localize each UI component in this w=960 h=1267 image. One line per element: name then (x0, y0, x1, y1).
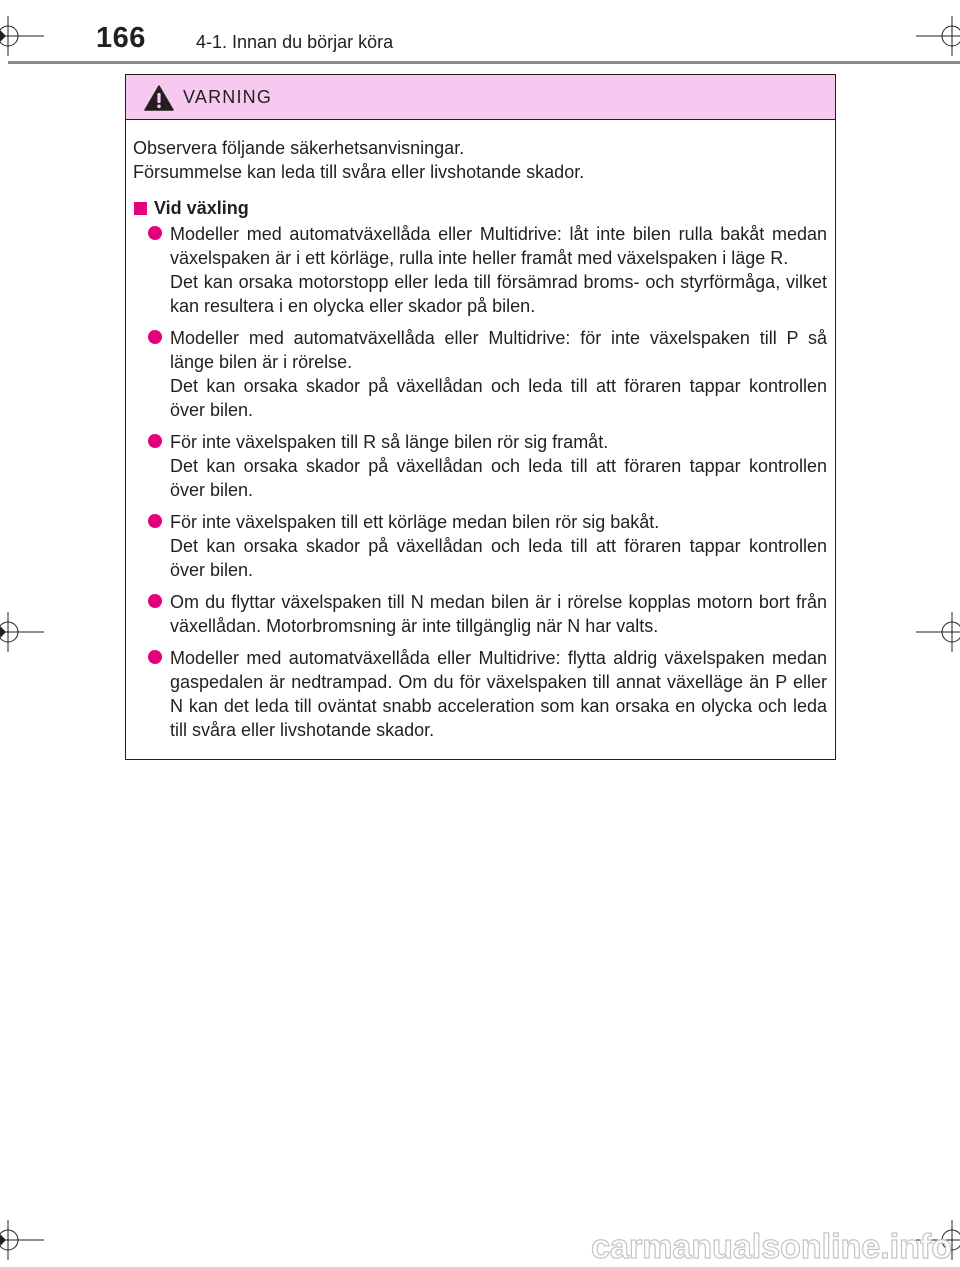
watermark-text: carmanualsonline.info (591, 1228, 952, 1266)
round-bullet-icon (148, 514, 162, 528)
round-bullet-icon (148, 434, 162, 448)
item-text: Modeller med automatväxellåda eller Multidrive: flytta aldrig växelspaken medan gaspedalen är nedtrampad. Om du för växelspaken till annat växelläge än P eller N kan det leda till oväntat snabb acceleration som kan orsaka en olycka och leda till svåra eller livshotande skador. (170, 648, 827, 740)
round-bullet-icon (148, 226, 162, 240)
item-detail: Det kan orsaka skador på växellådan och leda till att föraren tappar kontrollen över bilen. (170, 376, 827, 420)
intro-line-1: Observera följande säkerhetsanvisningar. (133, 138, 465, 158)
item-text: Modeller med automatväxellåda eller Multidrive: för inte växelspaken till P så länge bilen är i rörelse. (170, 328, 827, 372)
item-text: Om du flyttar växelspaken till N medan bilen är i rörelse kopplas motorn bort från växellådan. Motorbromsning är inte tillgänglig när N har valts. (170, 592, 827, 636)
crop-mark-top-right (916, 16, 960, 56)
item-text: För inte växelspaken till ett körläge medan bilen rör sig bakåt. (170, 512, 660, 532)
page-number: 166 (96, 22, 146, 54)
crop-mark-mid-left (0, 612, 44, 652)
warning-body (126, 120, 835, 742)
warning-label: VARNING (183, 87, 273, 107)
item-text: Modeller med automatväxellåda eller Multidrive: låt inte bilen rulla bakåt medan växelspaken är i ett körläge, rulla inte heller framåt med växelspaken i läge R. (170, 224, 827, 268)
warning-list (133, 222, 827, 742)
list-item (133, 326, 827, 422)
item-detail: Det kan orsaka motorstopp eller leda till försämrad broms- och styrförmåga, vilket kan resultera i en olycka eller skador på bilen. (170, 272, 827, 316)
round-bullet-icon (148, 650, 162, 664)
list-item (133, 590, 827, 638)
round-bullet-icon (148, 330, 162, 344)
item-detail: Det kan orsaka skador på växellådan och leda till att föraren tappar kontrollen över bilen. (170, 456, 827, 500)
warning-triangle-icon (144, 85, 174, 116)
list-item (133, 222, 827, 318)
warning-box (125, 74, 836, 760)
list-item (133, 430, 827, 502)
round-bullet-icon (148, 594, 162, 608)
intro-line-2: Försummelse kan leda till svåra eller livshotande skador. (133, 162, 585, 182)
crop-mark-mid-right (916, 612, 960, 652)
warning-header (126, 75, 835, 120)
watermark (520, 1224, 960, 1267)
list-item (133, 646, 827, 742)
header-rule (8, 61, 960, 64)
section-title: 4-1. Innan du börjar köra (196, 32, 394, 52)
crop-mark-top-left (0, 16, 44, 56)
item-detail: Det kan orsaka skador på växellådan och leda till att föraren tappar kontrollen över bilen. (170, 536, 827, 580)
warning-intro (133, 136, 827, 184)
subheading (133, 196, 827, 220)
subheading-text: Vid växling (154, 198, 249, 218)
list-item (133, 510, 827, 582)
item-text: För inte växelspaken till R så länge bilen rör sig framåt. (170, 432, 609, 452)
crop-mark-bottom-left (0, 1220, 44, 1260)
square-bullet-icon (134, 202, 147, 215)
